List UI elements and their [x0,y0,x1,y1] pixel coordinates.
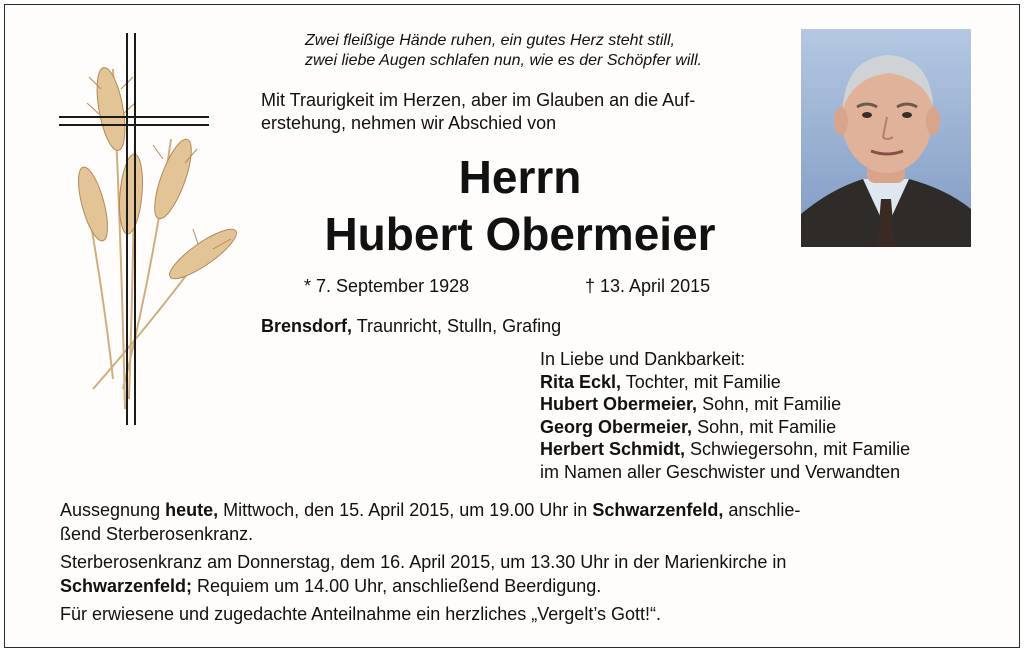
mourner-relation: Tochter, mit Familie [621,371,781,392]
mourner-item [540,416,1000,439]
death-date: † 13. April 2015 [585,276,711,296]
mourners-heading: In Liebe und Dankbarkeit: [540,349,746,369]
service-paragraph [60,499,972,546]
mourner-item [540,438,1000,461]
emphasis-today: heute, [165,500,219,520]
motto-line: zwei liebe Augen schlafen nun, wie es der Schöpfer will. [305,52,702,69]
salutation: Herrn [458,151,582,203]
mourner-relation: Sohn, mit Familie [692,416,837,437]
text-span: Requiem um 14.00 Uhr, anschließend Beerdigung. [192,575,602,596]
text-span: ßend Sterberosenkranz. [60,523,254,544]
birth-date: * 7. September 1928 [304,276,470,296]
mourner-name: Georg Obermeier, [540,416,693,437]
mourner-name: Hubert Obermeier, [540,394,698,414]
text-span: Sterberosenkranz am Donnerstag, dem 16. April 2015, um 13.30 Uhr in der Marienkirche in [60,552,787,572]
places [261,316,561,337]
intro-line: erstehung, nehmen wir Abschied von [261,113,557,133]
text-span: anschlie- [723,500,801,520]
mourner-item [540,393,1000,416]
cross-with-wheat-icon [53,29,253,429]
text-span: Mittwoch, den 15. April 2015, um 19.00 Uhr in [218,500,593,520]
place-main: Brensdorf, [261,316,353,336]
portrait-photo [801,29,971,247]
mourner-relation: Schwiegersohn, mit Familie [685,439,911,459]
emphasis-place: Schwarzenfeld; [60,575,193,596]
mourners-closing: im Namen aller Geschwister und Verwandten [540,461,901,482]
mourner-name: Herbert Schmidt, [540,439,686,459]
mourner-relation: Sohn, mit Familie [697,394,842,414]
place-others: Traunricht, Stulln, Grafing [352,316,562,336]
emphasis-place: Schwarzenfeld, [592,500,724,520]
motto-line: Zwei fleißige Hände ruhen, ein gutes Herz steht still, [305,32,675,49]
portrait-illustration [801,29,971,247]
motto-verse [305,31,785,71]
text-span: Aussegnung [60,500,166,520]
rosary-paragraph [60,551,972,598]
mourners-list [540,348,1000,483]
mourner-item [540,371,1000,394]
obituary-notice [4,4,1020,648]
deceased-name: Hubert Obermeier [324,208,716,260]
intro-text [261,89,791,135]
intro-line: Mit Traurigkeit im Herzen, aber im Glauben an die Auf- [261,90,696,110]
mourner-name: Rita Eckl, [540,371,622,392]
thanks-paragraph: Für erwiesene und zugedachte Anteilnahme ein herzliches „Vergelt’s Gott!“. [60,604,662,624]
